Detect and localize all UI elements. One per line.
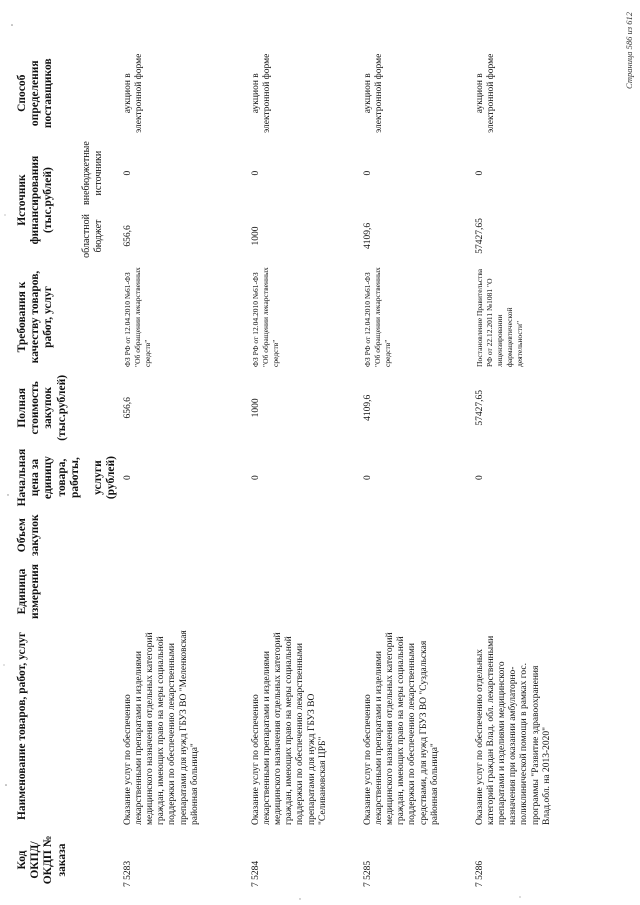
header-total: Полная стоимость закупок (тыс.рублей) [16, 374, 68, 441]
row-method: аукцион в электронной форме [250, 53, 272, 133]
row-method: аукцион в электронной форме [362, 53, 384, 133]
header-funding-extra: внебюджетные источники [81, 141, 105, 205]
row-total: 4109,6 [362, 394, 373, 421]
header-funding-regional: областной бюджет [81, 214, 105, 258]
table-row [121, 49, 249, 891]
row-regional: 57427,65 [474, 218, 485, 254]
row-method: аукцион в электронной форме [122, 53, 144, 133]
row-name: Оказание услуг по обеспечению лекарственными препаратами и изделиями медицинского назначения отдельных категорий граждан, имеющих право на меры социальной поддержки по обеспечению лекарственными препаратами для нужд ГБУЗ ВО "Селивановская ЦРБ" [250, 632, 328, 825]
procurement-table [14, 49, 603, 891]
row-extra: 0 [362, 170, 373, 176]
row-total: 656,6 [122, 397, 133, 419]
row-regional: 1000 [250, 226, 261, 246]
header-name: Наименование товаров, работ, услуг [16, 631, 28, 821]
header-requirements: Требования к качеству товаров, работ, услуг [16, 270, 55, 364]
row-name: Оказание услуг по обеспечению лекарственными препаратами и изделиями медицинского назначения отдельных категорий граждан, имеющих право на меры социальной поддержки по обеспечению лекарственными препаратами для нужд ГБУЗ ВО "Меленковская районная больница" [122, 630, 200, 825]
row-volume [121, 510, 249, 560]
row-extra: 0 [122, 170, 133, 176]
row-volume [249, 510, 361, 560]
row-volume [361, 510, 473, 560]
row-name: Оказание услуг по обеспечению отдельных категорий граждан Влад. обл. лекарственными препаратами и изделиями медицинского назначения при оказании амбулаторно-поликлинической помощи в рамках гос. программы "Развитие здравоохранения Влад.обл. на 2013-2020" [474, 635, 552, 825]
row-total: 57427,65 [474, 390, 485, 426]
row-volume [473, 510, 603, 560]
row-extra: 0 [250, 170, 261, 176]
table-row [361, 49, 473, 891]
row-price: 0 [362, 475, 373, 480]
row-unit [361, 560, 473, 623]
page-footer: Страница 586 из 612 [624, 12, 634, 89]
header-code: Код ОКПД/ ОКДП № заказа [16, 835, 68, 885]
row-price: 0 [474, 475, 485, 480]
row-unit [249, 560, 361, 623]
table-row [249, 49, 361, 891]
header-price-top: Начальная цена за единицу товара, работы, [16, 448, 81, 507]
header-method: Способ определения поставщиков [16, 58, 55, 129]
row-total: 1000 [250, 398, 261, 418]
row-code: 7 5286 [474, 860, 485, 887]
header-price [14, 445, 121, 511]
row-requirements: ФЗ РФ от 12.04.2010 №61-ФЗ "Об обращении лекарственных средств" [122, 267, 152, 367]
row-code: 7 5284 [250, 860, 261, 887]
row-requirements: ФЗ РФ от 12.04.2010 №61-ФЗ "Об обращении лекарственных средств" [250, 267, 280, 367]
header-funding: Источник финансирования (тыс.рублей) [16, 155, 55, 245]
row-price: 0 [250, 475, 261, 480]
row-requirements: Постановление Правительства РФ от 22.12.2011 №1081 "О лицензировании фармацевтической деятельности" [474, 268, 525, 367]
row-extra: 0 [474, 170, 485, 176]
row-requirements: ФЗ РФ от 12.04.2010 №61-ФЗ "Об обращении лекарственных средств" [362, 267, 392, 367]
row-code: 7 5283 [122, 860, 133, 887]
row-price: 0 [122, 475, 133, 480]
header-unit: Единица измерения [16, 564, 42, 619]
header-volume: Объем закупок [16, 514, 42, 556]
row-regional: 656,6 [122, 225, 133, 247]
row-name: Оказание услуг по обеспечению лекарственными препаратами и изделиями медицинского назначения отдельных категорий граждан, имеющих право на меры социальной поддержки по обеспечению лекарственными средствами, для нужд ГБУЗ ВО "Суздальская районная больница" [362, 632, 440, 825]
row-unit [121, 560, 249, 623]
row-code: 7 5285 [362, 860, 373, 887]
row-unit [473, 560, 603, 623]
table-row [473, 49, 603, 891]
header-price-bottom: услуги (рублей) [92, 456, 118, 500]
row-method: аукцион в электронной форме [474, 53, 496, 133]
row-regional: 4109,6 [362, 222, 373, 250]
header-row [14, 49, 79, 891]
